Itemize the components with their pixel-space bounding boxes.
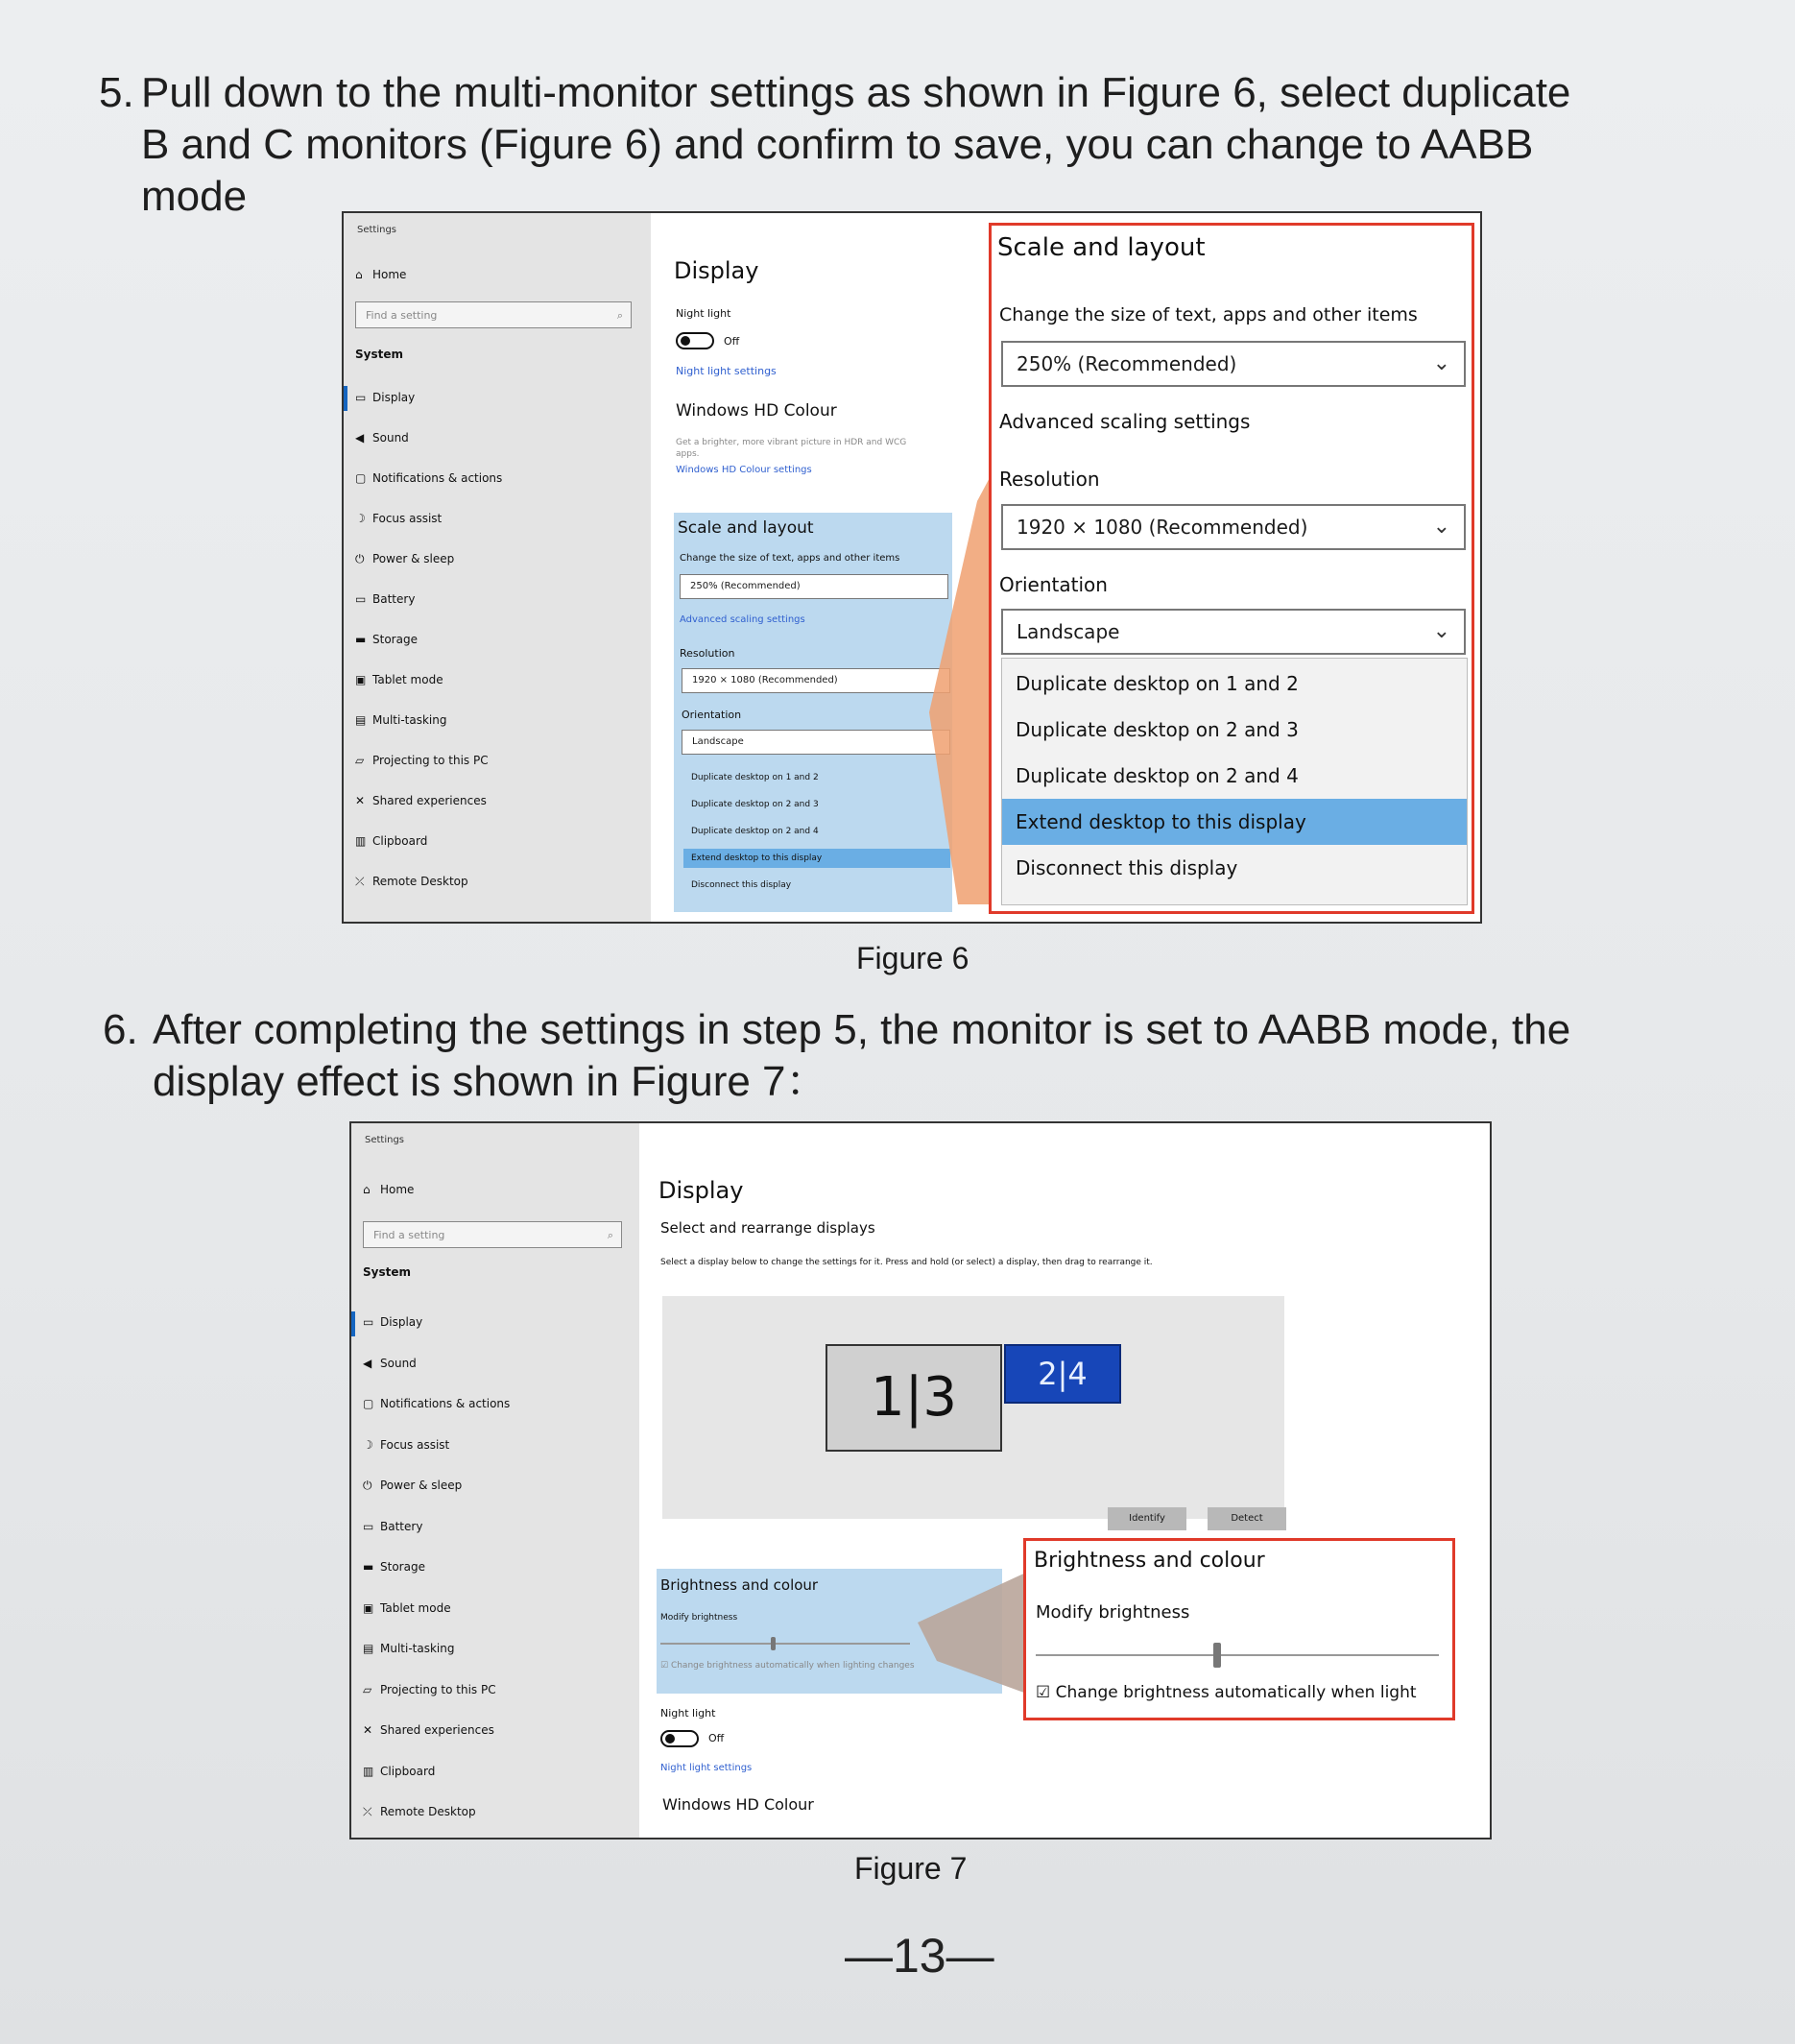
zoom-auto-brightness-checkbox[interactable] <box>1036 1683 1417 1702</box>
sidebar-item-remote-desktop[interactable] <box>363 1805 476 1819</box>
resolution-select[interactable] <box>682 668 950 693</box>
sidebar-item-label: Display <box>372 391 416 404</box>
sidebar-item-label: Power & sleep <box>372 552 455 565</box>
checkbox-icon: ☑ <box>660 1661 671 1671</box>
sidebar-item-label: Focus assist <box>380 1437 450 1452</box>
chevron-down-icon: ⌄ <box>1432 351 1450 375</box>
modify-brightness-label: Modify brightness <box>660 1613 738 1623</box>
search-input[interactable] <box>355 301 632 328</box>
sidebar-section-system: System <box>355 348 403 361</box>
hd-colour-heading: Windows HD Colour <box>662 1795 814 1814</box>
settings-title: Settings <box>365 1135 405 1145</box>
page-number <box>845 1928 994 1984</box>
sidebar-item-multi-tasking[interactable] <box>363 1642 454 1655</box>
sidebar-item-storage[interactable] <box>363 1560 425 1574</box>
storage-icon: ▬ <box>355 633 367 646</box>
night-light-settings-link[interactable]: Night light settings <box>660 1763 753 1773</box>
monitor-icon: ▭ <box>355 391 367 404</box>
checkbox-icon: ☑ <box>1036 1683 1056 1702</box>
display-option-4[interactable]: Extend desktop to this display <box>683 849 950 868</box>
sidebar-item-display[interactable] <box>355 391 415 404</box>
sidebar-item-label: Battery <box>372 592 416 606</box>
figure-7-screenshot <box>349 1121 1492 1840</box>
multi-display-dropdown <box>1001 658 1468 905</box>
sidebar-item-focus-assist[interactable] <box>363 1438 449 1452</box>
step-line: Pull down to the multi-monitor settings as shown in Figure 6, select duplicate <box>141 69 1571 116</box>
remote-icon: ⤫ <box>355 875 365 888</box>
multitask-icon: ▤ <box>355 713 367 727</box>
sidebar-item-remote-desktop[interactable] <box>355 875 468 889</box>
notification-icon: ▢ <box>355 471 367 485</box>
zoom-resolution-select[interactable] <box>1001 504 1466 550</box>
share-icon: ✕ <box>355 794 366 807</box>
sidebar-item-multi-tasking[interactable] <box>355 713 446 727</box>
sidebar-item-display[interactable] <box>363 1315 422 1329</box>
sidebar-item-shared-experiences[interactable] <box>363 1723 494 1737</box>
moon-icon: ☽ <box>355 512 366 525</box>
chevron-down-icon: ⌄ <box>1432 619 1450 643</box>
zoom-brightness-heading: Brightness and colour <box>1034 1549 1265 1573</box>
step-number: 5. <box>99 69 134 116</box>
slider-track <box>1036 1654 1439 1656</box>
settings-sidebar <box>344 213 651 922</box>
auto-brightness-checkbox[interactable] <box>660 1661 915 1671</box>
monitor-2-4-label: 2|4 <box>1038 1356 1088 1392</box>
search-input[interactable] <box>363 1221 622 1248</box>
detect-button[interactable] <box>1208 1507 1286 1530</box>
zoom-orientation-select[interactable] <box>1001 609 1466 655</box>
settings-title: Settings <box>357 225 397 235</box>
identify-button[interactable] <box>1108 1507 1186 1530</box>
display-option-2[interactable]: Duplicate desktop on 2 and 3 <box>691 800 819 809</box>
notification-icon: ▢ <box>363 1397 374 1410</box>
chevron-down-icon: ⌄ <box>1432 515 1450 539</box>
sidebar-item-clipboard[interactable] <box>355 834 427 848</box>
dash-right: — <box>945 1929 994 1983</box>
zoom-resolution-value: 1920 × 1080 (Recommended) <box>1017 516 1308 539</box>
step-line: display effect is shown in Figure 7： <box>153 1058 828 1105</box>
advanced-scaling-link[interactable]: Advanced scaling settings <box>680 614 805 625</box>
display-option-1[interactable]: Duplicate desktop on 1 and 2 <box>691 773 819 782</box>
orientation-select[interactable] <box>682 730 950 755</box>
dash-left: — <box>845 1929 893 1983</box>
step-line: After completing the settings in step 5, the monitor is set to AABB mode, the <box>153 1006 1571 1053</box>
figure-6-screenshot <box>342 211 1482 924</box>
sidebar-item-label: Sound <box>372 431 409 445</box>
sidebar-item-label: Display <box>380 1315 423 1329</box>
monitor-icon: ▭ <box>363 1315 374 1329</box>
display-heading: Display <box>658 1177 744 1204</box>
detect-label: Detect <box>1231 1513 1263 1524</box>
sidebar-item-label: Projecting to this PC <box>380 1682 496 1696</box>
zoom-resolution-label: Resolution <box>999 468 1100 491</box>
selected-indicator <box>344 386 347 411</box>
page-number-value: 13 <box>893 1929 946 1983</box>
sidebar-item-tablet-mode[interactable] <box>355 673 443 686</box>
figure-7-caption: Figure 7 <box>854 1851 968 1886</box>
sidebar-item-label: Notifications & actions <box>372 471 503 485</box>
sidebar-item-battery[interactable] <box>363 1520 422 1533</box>
scale-select-value: 250% (Recommended) <box>690 581 801 591</box>
auto-brightness-label: Change brightness automatically when lighting changes <box>670 1661 915 1671</box>
search-placeholder: Find a setting <box>373 1229 445 1241</box>
speaker-icon: ◀ <box>355 431 365 445</box>
slider-track <box>660 1643 910 1645</box>
home-icon: ⌂ <box>363 1183 371 1196</box>
zoom-orientation-value: Landscape <box>1017 620 1120 643</box>
sidebar-item-label: Battery <box>380 1519 423 1533</box>
sidebar-item-tablet-mode[interactable] <box>363 1601 451 1615</box>
zoom-change-size-label: Change the size of text, apps and other items <box>999 304 1418 325</box>
remote-icon: ⤫ <box>363 1805 372 1818</box>
battery-icon: ▭ <box>363 1519 374 1533</box>
sidebar-item-label: Sound <box>380 1356 417 1370</box>
tablet-icon: ▣ <box>363 1600 374 1615</box>
brightness-heading: Brightness and colour <box>660 1576 819 1594</box>
night-light-toggle[interactable] <box>676 332 714 349</box>
sidebar-item-shared-experiences[interactable] <box>355 794 487 807</box>
sidebar-item-label: Remote Desktop <box>372 875 468 888</box>
monitor-1-3[interactable] <box>826 1344 1002 1452</box>
step-line: mode <box>141 173 248 220</box>
scale-select[interactable] <box>680 574 948 599</box>
sidebar-item-clipboard[interactable] <box>363 1765 435 1778</box>
night-light-toggle[interactable] <box>660 1730 699 1747</box>
scale-layout-heading: Scale and layout <box>678 518 814 538</box>
display-option-1[interactable]: Duplicate desktop on 1 and 2 <box>1016 672 1299 695</box>
step-line: B and C monitors (Figure 6) and confirm to save, you can change to AABB <box>141 121 1534 168</box>
hd-colour-heading: Windows HD Colour <box>676 401 837 421</box>
zoom-auto-brightness-label: Change brightness automatically when light <box>1055 1683 1417 1702</box>
sidebar-item-label: Shared experiences <box>380 1723 494 1737</box>
monitor-1-3-label: 1|3 <box>870 1366 958 1429</box>
sidebar-item-notifications-actions[interactable] <box>363 1397 510 1410</box>
battery-icon: ▭ <box>355 592 367 606</box>
power-icon: ⏻ <box>355 552 365 565</box>
orientation-select-value: Landscape <box>692 736 744 747</box>
step-number: 6. <box>103 1006 138 1053</box>
figure-6-caption: Figure 6 <box>856 941 969 975</box>
display-option-5[interactable]: Disconnect this display <box>691 880 792 890</box>
sidebar-item-label: Multi-tasking <box>380 1642 455 1655</box>
sidebar-item-label: Multi-tasking <box>372 713 447 727</box>
identify-label: Identify <box>1129 1513 1165 1524</box>
sidebar-item-projecting-to-this-pc[interactable] <box>363 1683 496 1696</box>
zoom-modify-brightness-label: Modify brightness <box>1036 1602 1190 1623</box>
display-option-4[interactable]: Extend desktop to this display <box>1002 799 1467 845</box>
search-icon: ⌕ <box>607 1229 613 1241</box>
sidebar-item-label: Storage <box>372 633 418 646</box>
display-option-3[interactable]: Duplicate desktop on 2 and 4 <box>691 827 819 836</box>
zoom-scale-select[interactable] <box>1001 341 1466 387</box>
toggle-state: Off <box>708 1732 725 1744</box>
zoom-orientation-label: Orientation <box>999 573 1108 596</box>
rearrange-description: Select a display below to change the settings for it. Press and hold (or select) a display, then drag to rearrange it. <box>660 1258 1153 1267</box>
resolution-select-value: 1920 × 1080 (Recommended) <box>692 675 838 685</box>
sidebar-item-label: Storage <box>380 1560 425 1574</box>
hd-colour-desc-2: apps. <box>676 449 700 459</box>
power-icon: ⏻ <box>363 1479 372 1492</box>
speaker-icon: ◀ <box>363 1356 372 1370</box>
sidebar-item-label: Home <box>372 268 407 281</box>
clipboard-icon: ▥ <box>355 834 367 848</box>
hd-colour-settings-link[interactable]: Windows HD Colour settings <box>676 465 812 475</box>
sidebar-item-label: Clipboard <box>380 1764 436 1778</box>
sidebar-item-battery[interactable] <box>355 592 415 606</box>
search-placeholder: Find a setting <box>366 309 438 322</box>
sidebar-item-label: Power & sleep <box>380 1479 463 1492</box>
sidebar-item-label: Home <box>380 1183 415 1196</box>
sidebar-item-label: Tablet mode <box>372 673 443 686</box>
selected-indicator <box>351 1311 355 1336</box>
sidebar-section-system: System <box>363 1265 411 1279</box>
step-5 <box>99 67 1711 230</box>
sidebar-item-home[interactable] <box>363 1183 414 1196</box>
storage-icon: ▬ <box>363 1560 374 1574</box>
slider-thumb[interactable] <box>771 1637 776 1650</box>
zoom-brightness-slider[interactable] <box>1036 1641 1439 1670</box>
toggle-state: Off <box>724 335 740 348</box>
display-option-5[interactable]: Disconnect this display <box>1016 856 1238 879</box>
share-icon: ✕ <box>363 1723 373 1737</box>
night-light-label: Night light <box>660 1707 716 1719</box>
rearrange-heading: Select and rearrange displays <box>660 1219 875 1237</box>
multitask-icon: ▤ <box>363 1642 374 1655</box>
orientation-label: Orientation <box>682 709 742 721</box>
monitor-2-4[interactable] <box>1004 1344 1121 1404</box>
sidebar-item-power-sleep[interactable] <box>355 552 454 566</box>
sidebar-item-label: Tablet mode <box>380 1600 451 1615</box>
sidebar-item-label: Remote Desktop <box>380 1805 476 1818</box>
zoom-scale-heading: Scale and layout <box>997 233 1206 262</box>
sidebar-item-label: Notifications & actions <box>380 1397 511 1410</box>
sidebar-item-label: Projecting to this PC <box>372 754 489 767</box>
sidebar-item-projecting-to-this-pc[interactable] <box>355 754 489 767</box>
sidebar-item-home[interactable] <box>355 268 406 281</box>
hd-colour-desc: Get a brighter, more vibrant picture in HDR and WCG <box>676 438 907 447</box>
brightness-zoom <box>1023 1538 1455 1720</box>
sidebar-item-notifications-actions[interactable] <box>355 471 502 485</box>
change-size-label: Change the size of text, apps and other items <box>680 553 900 564</box>
sidebar-item-sound[interactable] <box>355 431 409 445</box>
resolution-label: Resolution <box>680 647 735 660</box>
display-heading: Display <box>674 257 759 284</box>
sidebar-item-sound[interactable] <box>363 1357 417 1370</box>
night-light-label: Night light <box>676 307 731 320</box>
sidebar-item-focus-assist[interactable] <box>355 512 442 525</box>
zoom-scale-value: 250% (Recommended) <box>1017 352 1237 375</box>
moon-icon: ☽ <box>363 1437 373 1452</box>
step-6 <box>103 1004 1715 1110</box>
display-option-3[interactable]: Duplicate desktop on 2 and 4 <box>1016 764 1299 787</box>
slider-thumb[interactable] <box>1213 1643 1221 1668</box>
zoom-advanced-scaling-link[interactable]: Advanced scaling settings <box>999 410 1251 433</box>
sidebar-item-label: Clipboard <box>372 834 428 848</box>
sidebar-item-label: Shared experiences <box>372 794 487 807</box>
projector-icon: ▱ <box>355 754 365 767</box>
scale-layout-zoom <box>989 223 1474 914</box>
search-icon: ⌕ <box>616 309 623 322</box>
projector-icon: ▱ <box>363 1682 372 1696</box>
clipboard-icon: ▥ <box>363 1764 374 1778</box>
home-icon: ⌂ <box>355 268 363 281</box>
display-option-2[interactable]: Duplicate desktop on 2 and 3 <box>1016 718 1299 741</box>
sidebar-item-label: Focus assist <box>372 512 443 525</box>
night-light-settings-link[interactable]: Night light settings <box>676 365 777 377</box>
brightness-slider[interactable] <box>660 1636 910 1651</box>
tablet-icon: ▣ <box>355 673 367 686</box>
sidebar-item-storage[interactable] <box>355 633 418 646</box>
sidebar-item-power-sleep[interactable] <box>363 1479 462 1493</box>
settings-sidebar <box>351 1123 639 1838</box>
